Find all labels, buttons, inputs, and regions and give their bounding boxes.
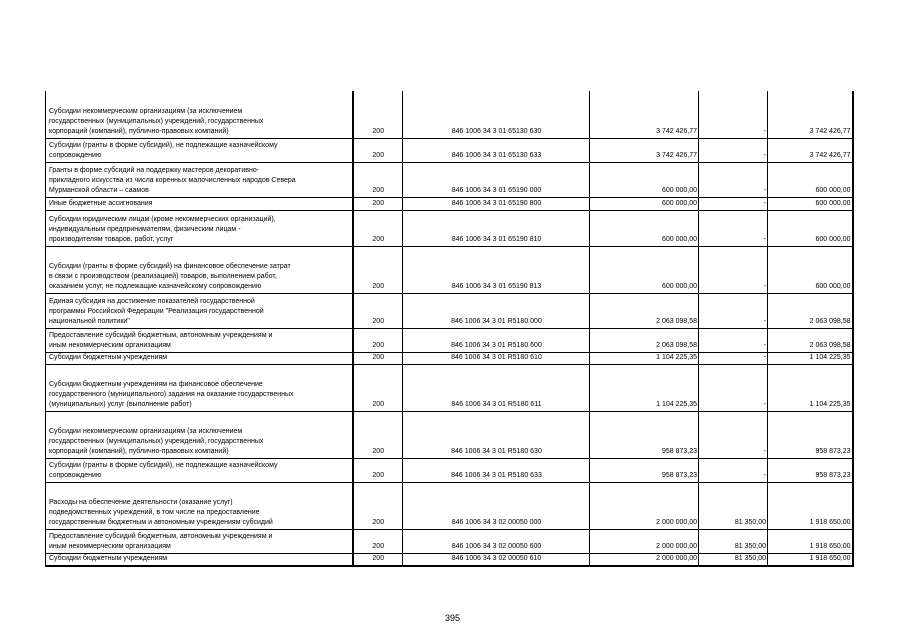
row-total-amount-cell: 958 873,23 — [768, 411, 853, 458]
row-total-amount-cell: 1 918 650,00 — [768, 553, 853, 566]
row-approved-amount-cell: 958 873,23 — [590, 458, 699, 482]
row-name-cell: Субсидии бюджетным учреждениям на финансовое обеспечение государственного (муниципального) задания на оказание государственных (муниципальных) услуг (выполнение работ) — [46, 364, 353, 411]
row-code-cell: 200 — [353, 210, 403, 246]
table-row — [46, 352, 853, 364]
row-classification-cell: 846 1006 34 3 01 65190 800 — [403, 197, 590, 210]
row-approved-amount-cell: 600 000,00 — [590, 197, 699, 210]
page-number: 395 — [444, 613, 461, 623]
row-approved-amount-cell: 1 104 225,35 — [590, 352, 699, 364]
row-classification-cell: 846 1006 34 3 01 65190 000 — [403, 162, 590, 197]
row-classification-cell: 846 1006 34 3 01 R5180 611 — [403, 364, 590, 411]
row-approved-amount-cell: 958 873,23 — [590, 411, 699, 458]
row-classification-cell: 846 1006 34 3 01 R5180 630 — [403, 411, 590, 458]
row-total-amount-cell: 1 104 225,35 — [768, 352, 853, 364]
row-name-cell: Субсидии (гранты в форме субсидий), не подлежащие казначейскому сопровождению — [46, 458, 353, 482]
row-changes-amount-cell: 81 350,00 — [699, 482, 768, 529]
row-changes-amount-cell: - — [699, 197, 768, 210]
row-name-cell: Субсидии бюджетным учреждениям — [46, 553, 353, 566]
budget-table-container — [45, 91, 852, 567]
row-name-cell: Иные бюджетные ассигнования — [46, 197, 353, 210]
row-changes-amount-cell: - — [699, 293, 768, 328]
row-code-cell: 200 — [353, 328, 403, 352]
row-total-amount-cell: 1 918 650,00 — [768, 482, 853, 529]
row-name-cell: Субсидии бюджетным учреждениям — [46, 352, 353, 364]
row-approved-amount-cell: 600 000,00 — [590, 162, 699, 197]
row-total-amount-cell: 600 000,00 — [768, 197, 853, 210]
row-changes-amount-cell: - — [699, 411, 768, 458]
row-total-amount-cell: 1 104 225,35 — [768, 364, 853, 411]
row-code-cell: 200 — [353, 246, 403, 293]
row-classification-cell: 846 1006 34 3 02 00050 600 — [403, 529, 590, 553]
row-changes-amount-cell: - — [699, 162, 768, 197]
row-changes-amount-cell: - — [699, 138, 768, 162]
row-classification-cell: 846 1006 34 3 01 65130 630 — [403, 91, 590, 138]
row-classification-cell: 846 1006 34 3 01 R5180 610 — [403, 352, 590, 364]
row-classification-cell: 846 1006 34 3 02 00050 000 — [403, 482, 590, 529]
row-name-cell: Предоставление субсидий бюджетным, автономным учреждениям и иным некоммерческим организациям — [46, 529, 353, 553]
row-name-cell: Субсидии некоммерческим организациям (за исключением государственных (муниципальных) учреждений, государственных корпораций (компаний), публично-правовых компаний) — [46, 91, 353, 138]
table-row — [46, 293, 853, 328]
row-code-cell: 200 — [353, 138, 403, 162]
table-row — [46, 364, 853, 411]
row-total-amount-cell: 2 063 098,58 — [768, 293, 853, 328]
row-code-cell: 200 — [353, 482, 403, 529]
row-total-amount-cell: 2 063 098,58 — [768, 328, 853, 352]
row-code-cell: 200 — [353, 91, 403, 138]
row-classification-cell: 846 1006 34 3 01 65130 633 — [403, 138, 590, 162]
row-approved-amount-cell: 1 104 225,35 — [590, 364, 699, 411]
table-row — [46, 553, 853, 566]
table-row — [46, 91, 853, 138]
row-changes-amount-cell: - — [699, 210, 768, 246]
row-name-cell: Субсидии (гранты в форме субсидий), не подлежащие казначейскому сопровождению — [46, 138, 353, 162]
row-total-amount-cell: 3 742 426,77 — [768, 138, 853, 162]
table-row — [46, 411, 853, 458]
row-changes-amount-cell: 81 350,00 — [699, 529, 768, 553]
row-code-cell: 200 — [353, 529, 403, 553]
row-code-cell: 200 — [353, 162, 403, 197]
row-code-cell: 200 — [353, 364, 403, 411]
row-total-amount-cell: 3 742 426,77 — [768, 91, 853, 138]
row-approved-amount-cell: 2 000 000,00 — [590, 529, 699, 553]
row-name-cell: Субсидии юридическим лицам (кроме некоммерческих организаций), индивидуальным предпринимателям, физическим лицам - производителям товаров, работ, услуг — [46, 210, 353, 246]
row-code-cell: 200 — [353, 458, 403, 482]
row-approved-amount-cell: 2 000 000,00 — [590, 553, 699, 566]
row-approved-amount-cell: 2 000 000,00 — [590, 482, 699, 529]
row-total-amount-cell: 958 873,23 — [768, 458, 853, 482]
row-code-cell: 200 — [353, 293, 403, 328]
row-classification-cell: 846 1006 34 3 02 00050 610 — [403, 553, 590, 566]
table-row — [46, 246, 853, 293]
row-approved-amount-cell: 600 000,00 — [590, 246, 699, 293]
row-total-amount-cell: 600 000,00 — [768, 210, 853, 246]
table-row — [46, 162, 853, 197]
row-approved-amount-cell: 600 000,00 — [590, 210, 699, 246]
row-changes-amount-cell: 81 350,00 — [699, 553, 768, 566]
row-name-cell: Предоставление субсидий бюджетным, автономным учреждениям и иным некоммерческим организациям — [46, 328, 353, 352]
table-row — [46, 197, 853, 210]
row-classification-cell: 846 1006 34 3 01 R5180 600 — [403, 328, 590, 352]
row-total-amount-cell: 600 000,00 — [768, 162, 853, 197]
row-code-cell: 200 — [353, 197, 403, 210]
table-row — [46, 458, 853, 482]
row-approved-amount-cell: 2 063 098,58 — [590, 328, 699, 352]
row-code-cell: 200 — [353, 352, 403, 364]
row-classification-cell: 846 1006 34 3 01 65190 810 — [403, 210, 590, 246]
row-changes-amount-cell: - — [699, 458, 768, 482]
row-changes-amount-cell: - — [699, 246, 768, 293]
row-name-cell: Субсидии некоммерческим организациям (за исключением государственных (муниципальных) учреждений, государственных корпораций (компаний), публично-правовых компаний) — [46, 411, 353, 458]
row-classification-cell: 846 1006 34 3 01 R5180 633 — [403, 458, 590, 482]
row-approved-amount-cell: 2 063 098,58 — [590, 293, 699, 328]
row-approved-amount-cell: 3 742 426,77 — [590, 138, 699, 162]
row-name-cell: Субсидии (гранты в форме субсидий) на финансовое обеспечение затрат в связи с производством (реализацией) товаров, выполнением работ, оказанием услуг, не подлежащие казначейскому сопровождению — [46, 246, 353, 293]
row-total-amount-cell: 1 918 650,00 — [768, 529, 853, 553]
row-total-amount-cell: 600 000,00 — [768, 246, 853, 293]
row-name-cell: Гранты в форме субсидий на поддержку мастеров декоративно- прикладного искусства из числа коренных малочисленных народов Севера Мурманской области – саамов — [46, 162, 353, 197]
row-changes-amount-cell: - — [699, 352, 768, 364]
budget-table — [45, 91, 854, 567]
row-name-cell: Единая субсидия на достижение показателей государственной программы Российской Федерации "Реализация государственной национальной политики" — [46, 293, 353, 328]
table-row — [46, 529, 853, 553]
table-row — [46, 210, 853, 246]
row-code-cell: 200 — [353, 553, 403, 566]
row-changes-amount-cell: - — [699, 328, 768, 352]
row-changes-amount-cell: - — [699, 364, 768, 411]
table-row — [46, 482, 853, 529]
table-row — [46, 328, 853, 352]
row-classification-cell: 846 1006 34 3 01 65190 813 — [403, 246, 590, 293]
row-changes-amount-cell: - — [699, 91, 768, 138]
row-classification-cell: 846 1006 34 3 01 R5180 000 — [403, 293, 590, 328]
row-approved-amount-cell: 3 742 426,77 — [590, 91, 699, 138]
row-name-cell: Расходы на обеспечение деятельности (оказание услуг) подведомственных учреждений, в том числе на предоставление государственным бюджетным и автономным учреждениям субсидий — [46, 482, 353, 529]
table-body — [46, 91, 853, 566]
row-code-cell: 200 — [353, 411, 403, 458]
table-row — [46, 138, 853, 162]
